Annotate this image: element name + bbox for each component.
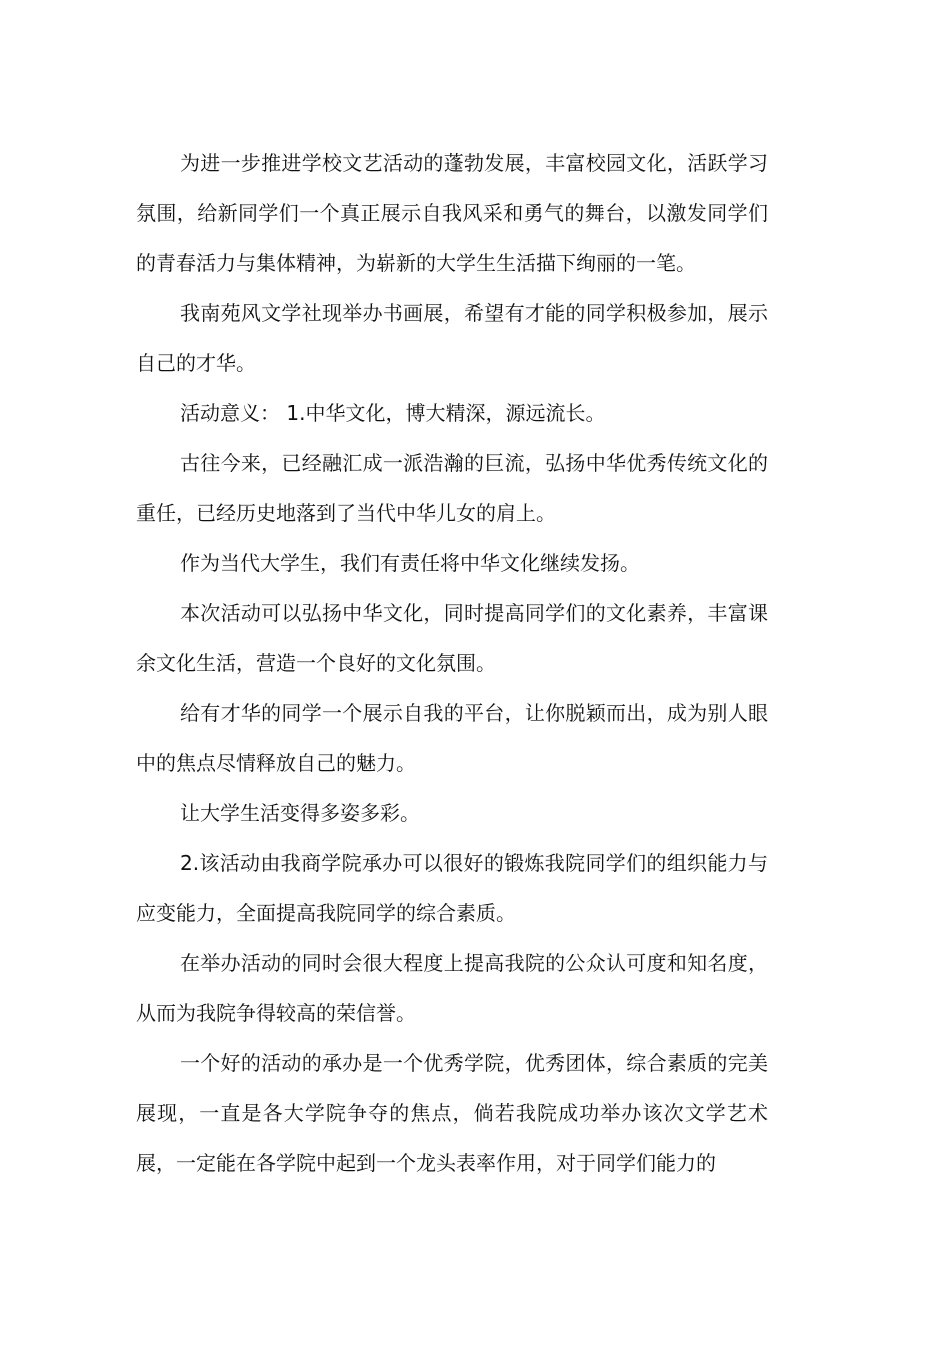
paragraph-10: 在举办活动的同时会很大程度上提高我院的公众认可度和知名度，从而为我院争得较高的荣信誉。 <box>136 951 768 1025</box>
paragraph-6: 本次活动可以弘扬中华文化，同时提高同学们的文化素养，丰富课余文化生活，营造一个良好的文化氛围。 <box>136 601 768 675</box>
paragraph-8: 让大学生活变得多姿多彩。 <box>180 801 420 825</box>
paragraph-2: 我南苑风文学社现举办书画展，希望有才能的同学积极参加，展示自己的才华。 <box>136 301 768 375</box>
paragraph-1: 为进一步推进学校文艺活动的蓬勃发展，丰富校园文化，活跃学习氛围，给新同学们一个真正展示自我风采和勇气的舞台，以激发同学们的青春活力与集体精神，为崭新的大学生生活描下绚丽的一笔。 <box>136 151 768 275</box>
paragraph-5: 作为当代大学生，我们有责任将中华文化继续发扬。 <box>180 551 640 575</box>
paragraph-4: 古往今来，已经融汇成一派浩瀚的巨流，弘扬中华优秀传统文化的重任，已经历史地落到了当代中华儿女的肩上。 <box>136 451 768 525</box>
paragraph-11: 一个好的活动的承办是一个优秀学院，优秀团体，综合素质的完美展现，一直是各大学院争夺的焦点，倘若我院成功举办该次文学艺术展，一定能在各学院中起到一个龙头表率作用，对于同学们能力的 <box>136 1051 768 1175</box>
paragraph-3: 活动意义： 1.中华文化，博大精深，源远流长。 <box>180 401 606 425</box>
paragraph-7: 给有才华的同学一个展示自我的平台，让你脱颖而出，成为别人眼中的焦点尽情释放自己的魅力。 <box>136 701 768 775</box>
paragraph-9: 2.该活动由我商学院承办可以很好的锻炼我院同学们的组织能力与应变能力，全面提高我院同学的综合素质。 <box>136 851 768 925</box>
